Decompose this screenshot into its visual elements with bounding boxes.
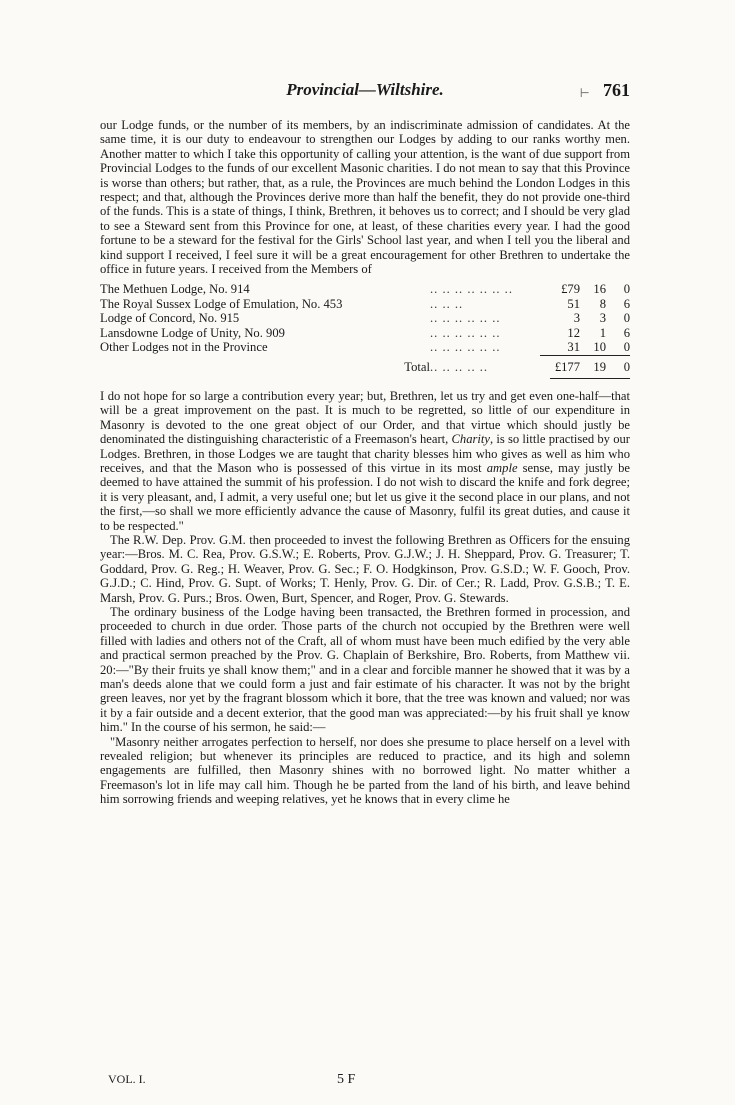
lodge-shillings: 1 [599,325,606,340]
paragraph-officers: The R.W. Dep. Prov. G.M. then proceeded to invest the following Brethren as Officers for the ensuing year:—Bros. M. C. Rea, Prov. G.S.W.; E. Roberts, Prov. G.J.W.; J. H. Sheppard, Prov. G. Treasurer; T. Goddard, Prov. G. Reg.; H. Weaver, Prov. G. Sec.; F. O. Hodgkinson, Prov. G.S.D.; W. F. Gooch, Prov. G.J.D.; C. Hind, Prov. G. Supt. of Works; T. Henly, Prov. G. Dir. of Cer.; R. Ladd, Prov. G.S.B.; T. E. Marsh, Prov. G. Purs.; Bros. Owen, Burt, Spencer, and Roger, Prov. G. Stewards. [100,532,630,605]
total-pence: 0 [623,359,630,374]
paragraph-sermon-quote: "Masonry neither arrogates perfection to herself, nor does she presume to place herself on a level with revealed religion; but whenever its principles are reduced to practice, and its high and solemn engagements are fulfilled, then Masonry shines with no borrowed light. No matter whither a Freemason's lot in life may call him. Though he be parted from the land of his birth, and leave behind him sorrowing friends and weeping relatives, yet he knows that in every clime he [100,734,630,807]
lodge-name: Other Lodges not in the Province [100,340,268,355]
paragraph-procession: The ordinary business of the Lodge having been transacted, the Brethren formed in procession, and proceeded to church in due order. Those parts of the church not occupied by the Brethren were well filled with ladies and others not of the Craft, all of whom must have been much edified by the very able and practical sermon preached by the Prov. G. Chaplain of Berkshire, Bro. Roberts, from Matthew vii. 20:—"By their fruits ye shall know them;" and in a clear and forcible manner he showed that it was by a man's deeds alone that we could form a just and fair estimate of his character. It was not by the bright green leaves, nor yet by the fragrant blossom which it bore, that the tree was known and valued; nor was it by a fair outside and a decent exterior, that the good man was appreciated:—by his fruit shall ye know him." In the course of his sermon, he said:— [100,605,630,735]
lodge-row [100,340,630,355]
paragraph-charities: our Lodge funds, or the number of its members, by an indiscriminate admission of candidates. At the same time, it is our duty to endeavour to strengthen our Lodges by adding to our ranks worthy men. Another matter to which I take this opportunity of calling your attention, is the want of due support from Provincial Lodges to the funds of our excellent Masonic charities. I do not mean to say that this Province is worse than others; but rather, that, as a rule, the Provinces are much behind the London Lodges in this respect; and that, although the Provinces derive more than half the benefit, they do not provide one-third of the funds. This is a state of things, I think, Brethren, it behoves us to correct; and I should be very glad to see a Steward sent from this Province for one, at least, of these charities every year. I had the good fortune to be a steward for the festival for the Girls' School last year, and when I tell you the liberal and kind support I received, I feel sure it will be a great encouragement for other Brethren to undertake the office in future years. I received from the Members of [100,118,630,277]
lodge-pence: 0 [623,311,630,326]
lodge-pence: 0 [623,282,630,297]
lodge-shillings: 10 [593,340,606,355]
lodge-shillings: 16 [593,282,606,297]
lodge-pounds: 12 [567,325,580,340]
lodge-pounds: 31 [567,340,580,355]
leader-dots: .. .. .. [430,296,464,311]
paragraph-contribution [100,389,630,533]
lodge-row [100,311,630,325]
leader-dots: .. .. .. .. .. .. .. [430,282,513,297]
lodge-pounds: £79 [561,282,580,297]
lodge-name: Lodge of Concord, No. 915 [100,311,240,326]
word-charity: Charity [451,432,490,447]
paragraph-contribution-c: sense, may justly be deemed to have attained the summit of his profession. I do not wish to discard the knife and fork degree; it is very pleasant, and, I admit, a very useful one; but let us give it the second place in our plans, and not the first,—so shall we more efficiently advance the cause of Masonry, fulfil its great duties, and cause it to be respected." [100,460,630,533]
lodge-shillings: 3 [599,311,606,326]
lodge-pounds: 51 [567,296,580,311]
total-pounds: £177 [554,359,580,374]
spacer-cell [540,340,550,355]
running-title: Provincial—Wiltshire. [286,80,444,99]
total-shillings: 19 [593,359,606,374]
leader-dots: .. .. .. .. .. .. [430,325,501,340]
spacer-cell [540,297,550,311]
lodge-row [100,297,630,311]
page-number: 761 [603,80,630,100]
paragraph-contribution-a: I do not hope for so large a contribution every year; but, Brethren, let us try and get even one-half—that will be a great improvement on the past. It is much to be regretted, so little of our expenditure in Masonry is devoted to the one great object of our Order, and that virtue which should justly be denominated the distinguishing characteristic of a Freemason's heart, [100,388,630,447]
spacer-cell [540,282,550,296]
leader-dots: .. .. .. .. .. .. [430,340,501,355]
lodge-name: The Royal Sussex Lodge of Emulation, No. 453 [100,296,343,311]
lodge-name: Lansdowne Lodge of Unity, No. 909 [100,325,285,340]
total-label: Total [404,359,430,374]
lodge-shillings: 8 [599,296,606,311]
page-body [100,118,630,807]
running-header [100,80,630,104]
contributions-table [100,282,630,378]
lodge-pence: 6 [623,325,630,340]
spacer-cell [540,326,550,340]
total-dots: .. .. .. .. .. [430,359,489,374]
lodge-pounds: 3 [573,311,580,326]
paragraph-contribution-b: , is so little practised by our Lodges. Brethren, in those Lodges we are taught that charity blesses him who gives as well as him who receives, and that the Mason who is possessed of this virtue in its most [100,432,630,475]
lodge-name: The Methuen Lodge, No. 914 [100,282,250,297]
spacer-cell [540,311,550,325]
lodge-pence: 6 [623,296,630,311]
word-ample: ample [486,460,518,475]
volume-mark: VOL. I. [108,1072,146,1086]
lodge-row [100,326,630,340]
lodge-row [100,282,630,296]
total-row [100,360,630,374]
header-mark: ⊢ [579,86,590,100]
lodge-pence: 0 [623,340,630,355]
signature-mark: 5 F [337,1072,356,1087]
leader-dots: .. .. .. .. .. .. [430,311,501,326]
